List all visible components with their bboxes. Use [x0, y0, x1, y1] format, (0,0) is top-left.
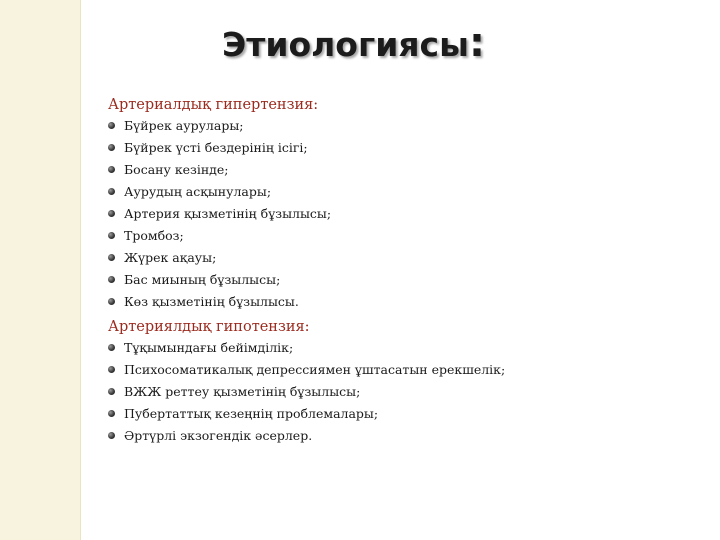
bullet-icon: [108, 232, 115, 239]
bullet-icon: [108, 144, 115, 151]
bullet-icon: [108, 344, 115, 351]
section-heading-hypertension: Артериалдық гипертензия:: [108, 97, 319, 113]
list-item-text: ВЖЖ реттеу қызметінің бұзылысы;: [124, 384, 361, 399]
list-item: [108, 206, 698, 228]
slide-content: [108, 96, 698, 452]
list-item-text: Бас миының бұзылысы;: [124, 272, 281, 287]
slide-title-text: Этиологиясы: [222, 25, 469, 64]
list-item-text: Тромбоз;: [124, 228, 184, 243]
left-decorative-band: [0, 0, 80, 540]
bullet-icon: [108, 388, 115, 395]
list-item-text: Бүйрек үсті бездерінің ісігі;: [124, 140, 308, 155]
list-item: [108, 384, 698, 406]
list-item: [108, 294, 698, 316]
list-item-text: Жүрек ақауы;: [124, 250, 217, 265]
list-item-text: Пубертаттық кезеңнің проблемалары;: [124, 406, 379, 421]
list-item: [108, 272, 698, 294]
list-item: [108, 428, 698, 450]
hypotension-causes-list: [108, 340, 698, 450]
bullet-icon: [108, 122, 115, 129]
list-item: [108, 228, 698, 250]
list-item-text: Әртүрлі экзогендік әсерлер.: [124, 428, 313, 443]
list-item-text: Көз қызметінің бұзылысы.: [124, 294, 299, 309]
bullet-icon: [108, 432, 115, 439]
list-item-text: Бүйрек аурулары;: [124, 118, 244, 133]
bullet-icon: [108, 410, 115, 417]
list-item: [108, 362, 698, 384]
bullet-icon: [108, 298, 115, 305]
slide-title: [222, 20, 485, 66]
hypertension-causes-list: [108, 118, 698, 316]
list-item: [108, 118, 698, 140]
list-item-text: Психосоматикалық депрессиямен ұштасатын ерекшелік;: [124, 362, 506, 377]
list-item: [108, 250, 698, 272]
bullet-icon: [108, 188, 115, 195]
bullet-icon: [108, 276, 115, 283]
bullet-icon: [108, 210, 115, 217]
slide-title-colon: :: [468, 20, 485, 66]
section-heading-hypotension: Артериялдық гипотензия:: [108, 319, 310, 335]
list-item-text: Артерия қызметінің бұзылысы;: [124, 206, 332, 221]
list-item: [108, 162, 698, 184]
list-item: [108, 140, 698, 162]
bullet-icon: [108, 254, 115, 261]
list-item: [108, 184, 698, 206]
list-item-text: Аурудың асқынулары;: [124, 184, 272, 199]
list-item-text: Тұқымындағы бейімділік;: [124, 340, 294, 355]
list-item: [108, 340, 698, 362]
bullet-icon: [108, 166, 115, 173]
bullet-icon: [108, 366, 115, 373]
list-item: [108, 406, 698, 428]
left-band-edge: [80, 0, 81, 540]
list-item-text: Босану кезінде;: [124, 162, 229, 177]
